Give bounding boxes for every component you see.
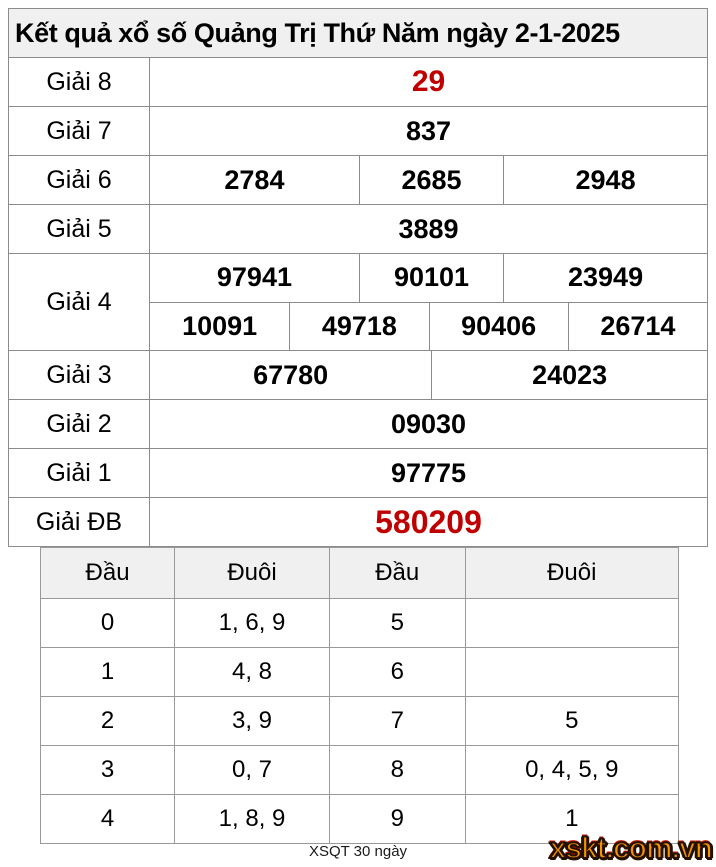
column-header: Đuôi — [174, 548, 329, 598]
prize-row-6 — [9, 155, 707, 204]
tail-digits: 5 — [465, 697, 678, 745]
column-header: Đầu — [85, 559, 130, 586]
prize-label: Giải 6 — [9, 156, 150, 204]
prize-row-5 — [9, 204, 707, 253]
prize-label: Giải 8 — [9, 58, 150, 106]
prize-number: 29 — [411, 65, 446, 98]
prize-label: Giải 2 — [9, 400, 150, 448]
tail-digits: 0, 4, 5, 9 — [465, 746, 678, 794]
table-row — [41, 745, 678, 794]
tail-digits: 3, 9 — [174, 697, 329, 745]
head-digit: 0 — [100, 609, 115, 636]
prize-label: Giải 1 — [9, 449, 150, 497]
prize-row-7 — [9, 106, 707, 155]
results-table — [8, 8, 708, 547]
prize-label: Giải 4 — [9, 254, 150, 350]
column-header: Đuôi — [465, 548, 678, 598]
prize-number: 67780 — [253, 359, 329, 390]
prize-row-4 — [9, 253, 707, 350]
table-row — [41, 598, 678, 647]
head-digit: 6 — [329, 648, 465, 696]
tail-digits: 1, 8, 9 — [174, 795, 329, 843]
head-digit: 5 — [329, 599, 465, 647]
tail-digits — [465, 599, 678, 647]
table-row — [41, 696, 678, 745]
history-link[interactable]: XSQT 30 ngày — [308, 843, 408, 860]
prize-number: 97775 — [390, 457, 467, 488]
prize-number: 26714 — [568, 303, 707, 351]
head-digit: 7 — [329, 697, 465, 745]
prize-number: 3889 — [398, 213, 459, 244]
prize-number: 90406 — [429, 303, 568, 351]
tail-digits: 1 — [465, 795, 678, 843]
prize-number: 97941 — [216, 262, 292, 293]
prize-number: 2784 — [224, 164, 285, 195]
prize-number: 10091 — [182, 310, 258, 341]
prize-label: Giải ĐB — [9, 498, 150, 546]
site-logo[interactable]: xskt.com.vn — [549, 832, 712, 865]
prize-number: 24023 — [431, 351, 707, 399]
prize-row-1 — [9, 448, 707, 497]
head-digit: 2 — [100, 707, 115, 734]
head-digit: 8 — [329, 746, 465, 794]
prize-number: 49718 — [289, 303, 428, 351]
prize-row-3 — [9, 350, 707, 399]
prize-label: Giải 7 — [9, 107, 150, 155]
prize-number: 2685 — [359, 156, 503, 204]
tail-digits — [465, 648, 678, 696]
table-row — [41, 647, 678, 696]
head-digit: 9 — [329, 795, 465, 843]
prize-number: 09030 — [390, 408, 467, 439]
prize-row-8 — [9, 58, 707, 106]
head-digit: 4 — [100, 805, 115, 832]
page-title: Kết quả xổ số Quảng Trị Thứ Năm ngày 2-1-2025 — [9, 9, 707, 58]
head-tail-header-row — [41, 548, 678, 598]
tail-digits: 0, 7 — [174, 746, 329, 794]
head-digit: 3 — [100, 756, 115, 783]
head-digit: 1 — [100, 658, 115, 685]
prize-label: Giải 5 — [9, 205, 150, 253]
prize-label: Giải 3 — [9, 351, 150, 399]
prize-number: 2948 — [503, 156, 707, 204]
head-tail-table — [40, 547, 679, 844]
prize-row-2 — [9, 399, 707, 448]
jackpot-number: 580209 — [375, 503, 482, 540]
prize-number: 23949 — [503, 254, 707, 302]
prize-row-db — [9, 497, 707, 546]
prize-number: 837 — [405, 115, 452, 146]
tail-digits: 4, 8 — [174, 648, 329, 696]
prize-number: 90101 — [359, 254, 503, 302]
column-header: Đầu — [329, 548, 465, 598]
tail-digits: 1, 6, 9 — [174, 599, 329, 647]
